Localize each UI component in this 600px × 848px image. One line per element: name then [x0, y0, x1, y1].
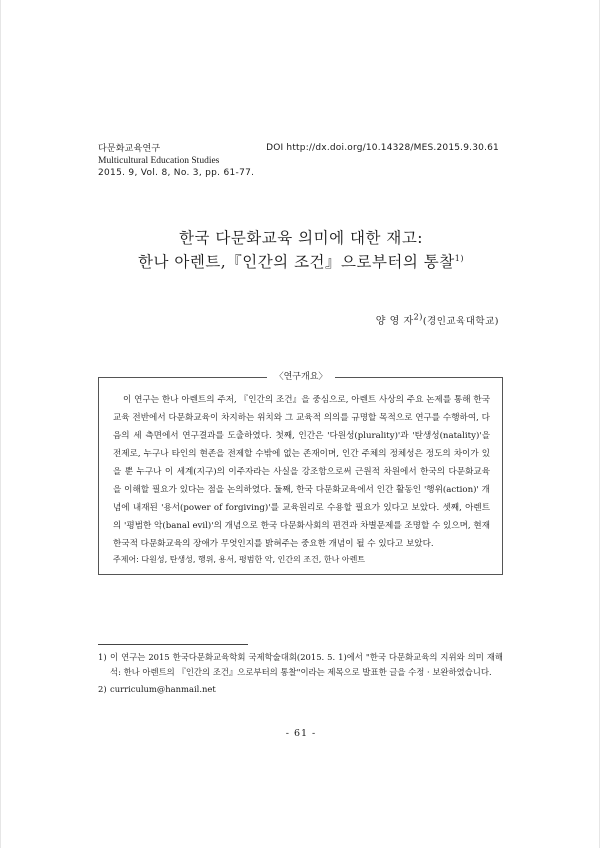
paper-title-line-1: 한국 다문화교육 의미에 대한 재고:: [178, 229, 424, 247]
author-footnote-mark: 2): [413, 312, 423, 322]
paper-title-line-2: 한나 아렌트,『인간의 조건』으로부터의 통찰$^{1)}$: [138, 253, 464, 271]
footnotes: [98, 650, 503, 699]
page-number: - 61 -: [285, 728, 317, 739]
author-line: [376, 312, 499, 327]
keywords: 주제어: 다원성, 탄생성, 행위, 용서, 평범한 악, 인간의 조건, 한나 아렌트: [113, 555, 366, 564]
author-name: 양 영 자: [375, 316, 414, 327]
author-affiliation: (경인교육대학교): [422, 316, 499, 327]
volume-info: 2015. 9, Vol. 8, No. 3, pp. 61-77.: [98, 168, 255, 178]
footnote-item: [98, 650, 503, 680]
title-footnote-mark: 1): [454, 253, 464, 263]
footnote-text: 이 연구는 2015 한국다문화교육학회 국제학술대회(2015. 5. 1)에서 "한국 다문화교육의 지위와 의미 재해석: 한나 아렌트의 『인간의 조건』으로부터의 통찰"이라는 제목으로 발표한 글을 수정 · 보완하였습니다.: [110, 652, 503, 677]
footnote-number: 1): [98, 652, 107, 662]
footnote-divider: [98, 644, 248, 645]
journal-info: [98, 143, 254, 179]
footnote-item: [98, 682, 503, 697]
abstract-body: 이 연구는 한나 아렌트의 주저, 『인간의 조건』을 중심으로, 아렌트 사상의 주요 논제를 통해 한국 교육 전반에서 다문화교육이 차지하는 위치와 그 교육적 의의를 규명할 목적으로 연구를 수행하여, 다음의 세 측면에서 연구결과를 도출하였다. 첫째, 인간은 '다원성(plurality)'과 '탄생성(natality)'을 전제로, 누구나 타인의 현존을 전제할 수밖에 없는 존재이며, 인간 주체의 정체성은 정도의 차이가 있을 뿐 누구나 이 세계(지구)의 이주자라는 사실을 강조함으로써 근원적 차원에서 한국의 다문화교육을 이해할 필요가 있다는 점을 논의하였다. 둘째, 한국 다문화교육에서 인간 활동인 '행위(action)' 개념에 내재된 '용서(power of forgiving)'를 교육원리로 수용할 필요가 있다고 보았다. 셋째, 아렌트의 '평범한 악(banal evil)'의 개념으로 한국 다문화사회의 편견과 차별문제를 조명할 수 있으며, 현재 한국적 다문화교육의 장애가 무엇인지를 밝혀주는 중요한 개념이 될 수 있다고 보았다.: [113, 395, 490, 549]
journal-title-english: Multicultural Education Studies: [98, 156, 220, 166]
footnote-email: curriculum@hanmail.net: [110, 684, 216, 694]
footnote-number: 2): [98, 684, 107, 694]
journal-title-korean: 다문화교육연구: [98, 144, 161, 154]
doi-text: DOI http://dx.doi.org/10.14328/MES.2015.9.30.61: [266, 143, 499, 153]
abstract-label: 〈연구개요〉: [267, 370, 335, 384]
